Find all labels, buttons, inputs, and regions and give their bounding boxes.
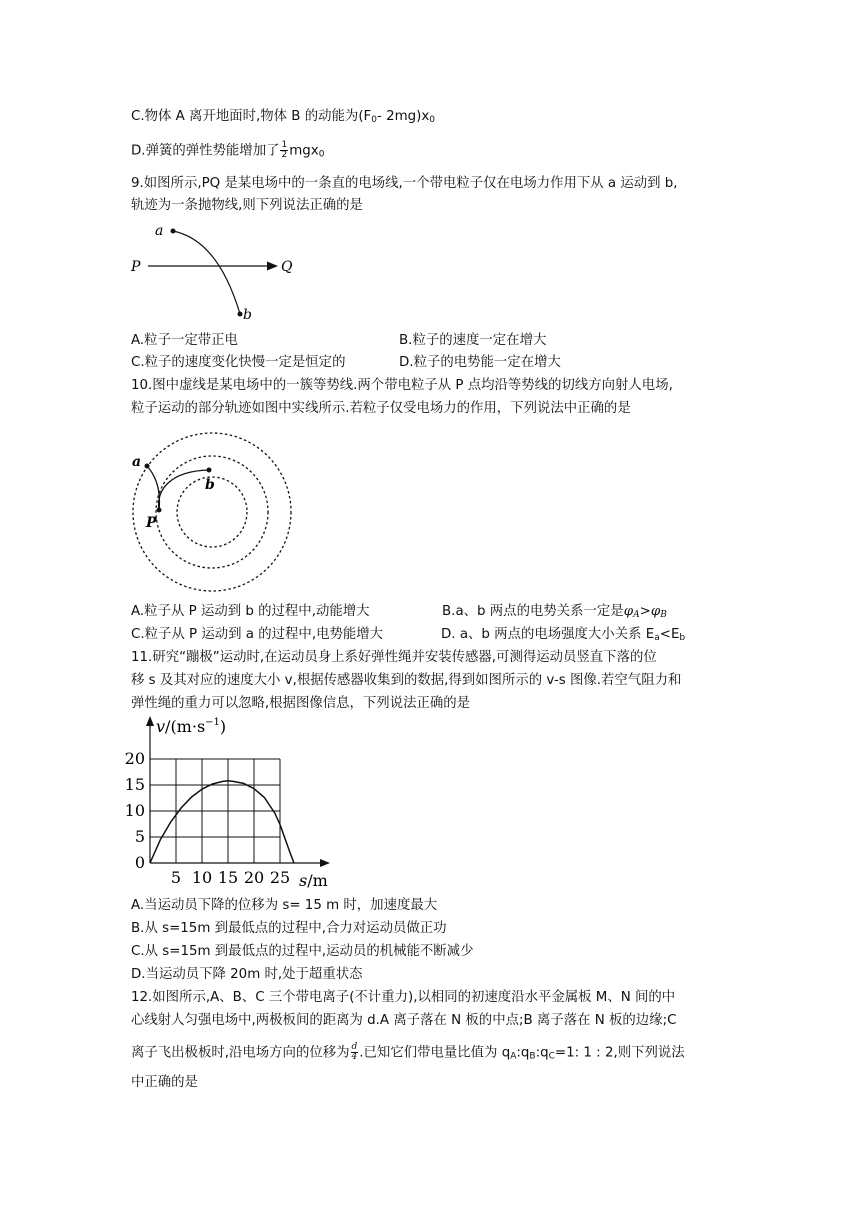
q12-stem-line-3: 离子飞出极板时,沿电场方向的位移为 $\frac{d}{4}$ .已知它们带电量比值为 $q_A:q_B:q_C=1$: 1 : 2,则下列说法	[131, 1042, 685, 1062]
label-q: Q	[281, 259, 293, 275]
q11-stem-line-1: 11.研究“蹦极”运动时,在运动员身上系好弹性绳并安装传感器,可测得运动员竖直下落的位	[131, 650, 657, 665]
q8-option-d: D.弹簧的弹性势能增加了 $\frac{1}{2}$ mgx$_0$	[131, 140, 325, 160]
q12-stem-line-2: 心线射人匀强电场中,两极板间的距离为 d.A 离子落在 N 板的中点;B 离子落在 N 板的边缘;C	[131, 1013, 677, 1028]
x-tick-labels	[171, 868, 290, 887]
arrow-head-icon	[267, 262, 278, 271]
q9-stem-line-1: 9.如图所示,PQ 是某电场中的一条直的电场线,一个带电粒子仅在电场力作用下从 a 运动到 b,	[131, 176, 678, 191]
trajectory-parabola	[173, 231, 240, 314]
label-b: b	[243, 307, 252, 323]
q11-option-a: A.当运动员下降的位移为 s= 15 m 时，加速度最大	[131, 898, 438, 913]
equipotential-middle	[156, 456, 268, 568]
label-a: a	[132, 454, 142, 470]
label-p: P	[131, 259, 141, 275]
point-b	[207, 468, 212, 473]
label-a: a	[155, 223, 164, 239]
q10-option-d: D. a、b 两点的电场强度大小关系 $E_a<E_b$	[441, 627, 686, 643]
x-tick-label: 25	[269, 868, 291, 887]
fraction: $\frac{d}{4}$	[351, 1042, 358, 1062]
q9-option-a: A.粒子一定带正电	[131, 333, 238, 348]
x-tick-label: 20	[243, 868, 265, 887]
q12-stem-line-4: 中正确的是	[131, 1075, 198, 1090]
point-a	[171, 229, 176, 234]
q12-stem-line-1: 12.如图所示,A、B、C 三个带电离子(不计重力),以相同的初速度沿水平金属板 M、N 间的中	[131, 990, 676, 1005]
q11-option-d: D.当运动员下降 20m 时,处于超重状态	[131, 967, 363, 982]
q11-option-b: B.从 s=15m 到最低点的过程中,合力对运动员做正功	[131, 921, 447, 936]
y-tick-label: 5	[134, 827, 145, 846]
y-tick-label: 15	[124, 775, 145, 794]
point-b	[238, 312, 243, 317]
y-tick-labels	[125, 749, 145, 872]
q10-option-a: A.粒子从 P 运动到 b 的过程中,动能增大	[131, 604, 370, 619]
y-tick-label: 20	[124, 749, 145, 768]
x-axis-arrow-icon	[320, 859, 330, 867]
q11-stem-line-2: 移 s 及其对应的速度大小 v,根据传感器收集到的数据,得到如图所示的 v-s 图像.若空气阻力和	[131, 673, 682, 688]
label-b: b	[205, 477, 215, 493]
fraction: $\frac{1}{2}$	[281, 140, 288, 160]
q11-vs-chart	[124, 714, 343, 892]
point-a	[145, 464, 150, 469]
y-tick-label: 0	[134, 853, 145, 872]
q11-option-c: C.从 s=15m 到最低点的过程中,运动员的机械能不断减少	[131, 944, 474, 959]
trajectory-p-to-b	[159, 470, 209, 510]
label-p: P	[146, 515, 157, 531]
chart-grid	[150, 759, 280, 863]
x-tick-label: 5	[170, 868, 182, 887]
q11-stem-line-3: 弹性绳的重力可以忽略,根据图像信息，下列说法正确的是	[131, 696, 471, 711]
q9-field-line-figure	[128, 218, 298, 328]
equipotential-outer	[133, 433, 291, 591]
x-axis-label: s/m	[299, 871, 328, 890]
y-tick-label: 10	[124, 801, 145, 820]
q9-option-d: D.粒子的电势能一定在增大	[399, 355, 561, 370]
x-tick-label: 10	[191, 868, 213, 887]
q10-option-c: C.粒子从 P 运动到 a 的过程中,电势能增大	[131, 627, 384, 642]
q9-option-c: C.粒子的速度变化快慢一定是恒定的	[131, 355, 346, 370]
y-axis-arrow-icon	[146, 716, 154, 726]
q10-option-b: B.a、b 两点的电势关系一定是$\varphi_A>\varphi_B$	[442, 604, 667, 620]
vs-curve-series	[150, 781, 294, 863]
y-axis-label: $v/(m\cdot s^{-1})$	[156, 717, 227, 736]
trajectory-p-to-a	[147, 466, 159, 510]
q8-option-c: C.物体 A 离开地面时,物体 B 的动能为($F_0-$ $2mg)x_0$	[131, 109, 436, 125]
q9-option-b: B.粒子的速度一定在增大	[399, 333, 547, 348]
q10-stem-line-2: 粒子运动的部分轨迹如图中实线所示.若粒子仅受电场力的作用，下列说法中正确的是	[131, 401, 631, 416]
q9-stem-line-2: 轨迹为一条抛物线,则下列说法正确的是	[131, 198, 363, 213]
q10-equipotential-figure	[128, 428, 298, 593]
q10-stem-line-1: 10.图中虚线是某电场中的一簇等势线.两个带电粒子从 P 点均沿等势线的切线方向射人电场,	[131, 378, 673, 393]
x-tick-label: 15	[217, 868, 239, 887]
point-p	[157, 508, 162, 513]
